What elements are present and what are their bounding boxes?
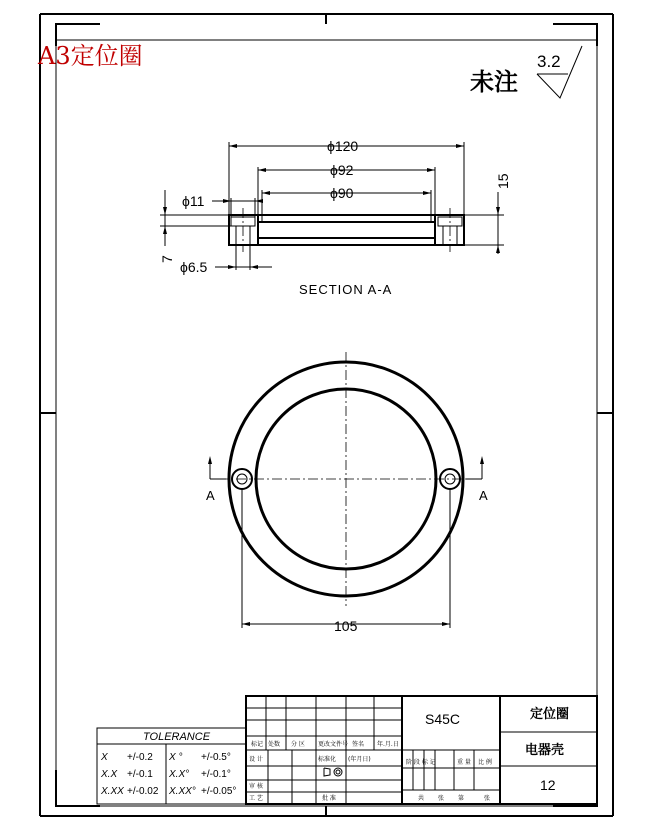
cut-label-right: A	[479, 488, 488, 503]
tolerance-title: TOLERANCE	[143, 731, 211, 743]
header-change-doc: 更改文件号	[318, 741, 349, 748]
tol-angle-value: +/-0.05°	[201, 786, 237, 797]
label-standard: 标准化	[318, 756, 337, 763]
sheet-size-label: A3定位圈	[38, 42, 143, 70]
unspecified-note: 未注	[470, 68, 518, 96]
header-zone: 分 区	[291, 741, 305, 748]
dim-diameter-90: ϕ90	[330, 185, 354, 201]
header-mark: 标记	[251, 741, 264, 748]
header-count: 处数	[268, 741, 281, 748]
dim-diameter-11: ϕ11	[182, 193, 205, 209]
label-process: 工 艺	[249, 795, 263, 802]
tol-format: X	[101, 752, 108, 763]
title-block	[246, 696, 597, 804]
tol-angle-format: X °	[169, 752, 183, 763]
tol-angle-format: X.X°	[169, 769, 190, 780]
label-design: 设 计	[249, 756, 263, 763]
tol-angle-value: +/-0.5°	[201, 752, 231, 763]
label-stage: 阶 段 标 记	[406, 759, 436, 766]
part-name: 定位圈	[530, 707, 570, 722]
tol-angle-format: X.XX°	[169, 786, 196, 797]
tol-value: +/-0.1	[127, 769, 153, 780]
section-view	[159, 138, 511, 297]
dim-diameter-92: ϕ92	[330, 162, 354, 178]
label-sheet: 张	[484, 795, 491, 802]
label-weight: 重 量	[457, 759, 471, 766]
dim-hole-spacing-105: 105	[334, 618, 358, 634]
cut-label-left: A	[206, 488, 215, 503]
header-date: 年.月.日	[377, 741, 399, 748]
tol-format: X.XX	[101, 786, 124, 797]
tol-angle-value: +/-0.1°	[201, 769, 231, 780]
assembly-name: 电器壳	[525, 743, 565, 758]
material: S45C	[425, 711, 461, 727]
label-scale: 比 例	[478, 759, 492, 766]
label-sheets: 张	[438, 795, 445, 802]
dim-diameter-6-5: ϕ6.5	[180, 259, 208, 275]
plan-view	[206, 352, 488, 634]
tol-value: +/-0.2	[127, 752, 153, 763]
dim-depth-7: 7	[159, 255, 175, 263]
dim-height-15: 15	[495, 173, 511, 189]
label-sign-date: (年月日)	[348, 756, 371, 763]
drawing-number: 12	[540, 777, 556, 793]
section-outline	[229, 215, 464, 245]
dim-diameter-120: ϕ120	[327, 138, 359, 154]
tol-value: +/-0.02	[127, 786, 159, 797]
roughness-value: 3.2	[537, 52, 561, 71]
tol-format: X.X	[101, 769, 118, 780]
label-approve: 批 准	[322, 795, 336, 802]
label-total: 共	[418, 795, 425, 802]
section-title: SECTION A-A	[299, 282, 393, 297]
projection-symbol	[324, 768, 342, 776]
tolerance-block	[97, 728, 246, 804]
label-sheet-no: 第	[458, 795, 465, 802]
header-signature: 签名	[352, 741, 365, 748]
surface-finish-symbol	[470, 46, 582, 98]
label-review: 审 核	[249, 783, 263, 790]
